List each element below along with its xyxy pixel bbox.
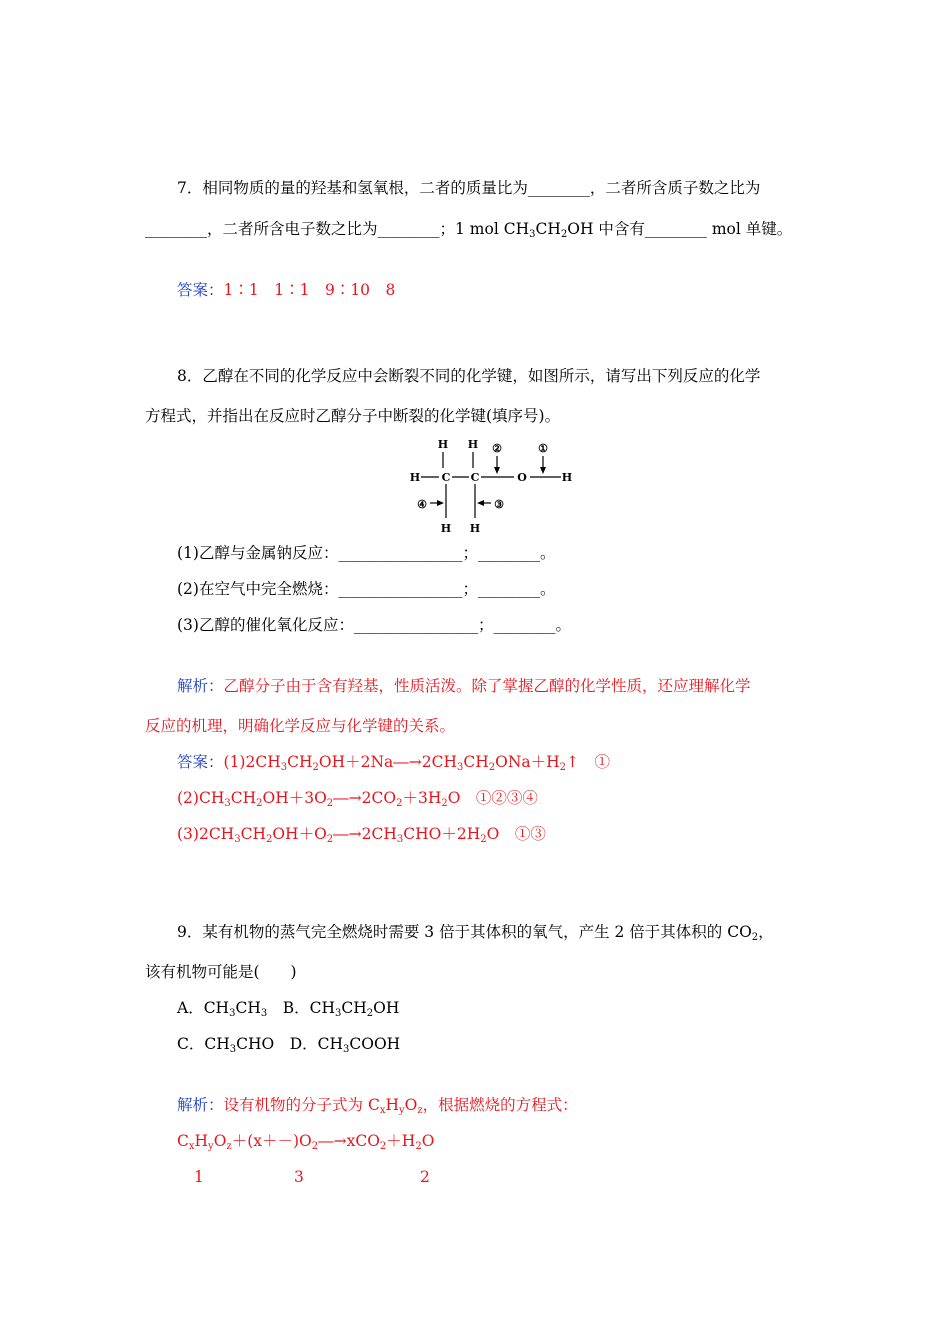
q7-line2-part: CH [535, 220, 561, 238]
eq-sub: x [188, 1141, 195, 1152]
q7-line1-text: 7．相同物质的量的羟基和氢氧根，二者的质量比为________，二者所含质子数之比为 [177, 179, 761, 197]
atom-h-top-left: H [437, 438, 449, 451]
bond-label-2: ② [492, 442, 502, 455]
eq-sub: 2 [559, 762, 567, 773]
q8-analysis-label: 解析： [177, 677, 224, 695]
q8-answer-2 [177, 788, 538, 808]
eq-sub: 3 [224, 798, 231, 809]
opt-sub: 3 [229, 1044, 237, 1055]
eq-sub: 2 [311, 1141, 319, 1152]
arrowhead-4 [437, 500, 444, 506]
q8-answer-1 [177, 752, 610, 772]
opt-part: CHO D．CH [236, 1035, 344, 1053]
q9-line2 [145, 962, 297, 982]
q8-analysis-line1 [177, 676, 751, 696]
opt-part: CH [341, 999, 367, 1017]
arrowhead-2 [494, 467, 500, 474]
q9-analysis [177, 1095, 578, 1115]
eq-part: H [194, 1132, 209, 1150]
opt-part: C．CH [177, 1035, 230, 1053]
q8-answer-label: 答案： [177, 753, 224, 771]
eq-part: CH [230, 789, 257, 807]
q9-option-cd [177, 1034, 400, 1054]
q9-line2-text: 该有机物可能是( ) [145, 963, 297, 981]
eq-sub: 2 [256, 798, 263, 809]
bond-label-3: ③ [494, 498, 504, 511]
q8-line1-text: 8．乙醇在不同的化学反应中会断裂不同的化学键，如图所示，请写出下列反应的化学 [177, 367, 761, 385]
q9-ratio-3 [420, 1167, 430, 1187]
eq-part: O [421, 1132, 435, 1150]
q7-answer [177, 280, 395, 300]
q9-analysis-part: 设有机物的分子式为 C [223, 1096, 380, 1114]
atom-h-bottom-right: H [469, 522, 481, 535]
q8-answer-3 [177, 824, 546, 844]
opt-sub: 3 [229, 1008, 236, 1019]
q7-line2 [145, 219, 792, 239]
atom-c2: C [470, 471, 480, 484]
eq-sub: 2 [415, 1141, 422, 1152]
q8-sub3-text: (3)乙醇的催化氧化反应：________________；________。 [177, 616, 571, 634]
atom-h-right: H [561, 471, 573, 484]
q9-ratio-2 [294, 1167, 304, 1187]
q8-sub3 [177, 615, 571, 635]
q9-sub: x [379, 1105, 386, 1116]
atom-h-left: H [409, 471, 421, 484]
eq-part: C [177, 1132, 189, 1150]
eq-part: ―→2CO [333, 789, 397, 807]
q9-option-ab [177, 998, 399, 1018]
eq-part: CH [287, 753, 313, 771]
q7-answer-label: 答案： [177, 281, 224, 299]
ratio-value: 3 [294, 1168, 304, 1186]
q8-sub2 [177, 579, 555, 599]
eq-part: O ①③ [486, 825, 546, 843]
eq-sub: 2 [312, 762, 319, 773]
eq-part: OH＋3O [262, 789, 327, 807]
atom-c1: C [441, 471, 451, 484]
eq-sub: z [226, 1141, 232, 1152]
eq-part: CH [463, 753, 489, 771]
q9-line1-part: 9．某有机物的蒸气完全燃烧时需要 3 倍于其体积的氧气，产生 2 倍于其体积的 CO [177, 923, 752, 941]
opt-sub: 3 [260, 1008, 268, 1019]
eq-sub: 3 [234, 834, 241, 845]
q9-analysis-part: O [404, 1096, 418, 1114]
q7-subscript: 2 [560, 229, 568, 240]
eq-part: ＋(x＋－)O [231, 1132, 312, 1150]
eq-part: (2)CH [177, 789, 225, 807]
q9-analysis-label: 解析： [177, 1096, 224, 1114]
q8-sub1-text: (1)乙醇与金属钠反应：________________；________。 [177, 544, 556, 562]
opt-part: COOH [349, 1035, 401, 1053]
eq-sub: 2 [396, 798, 403, 809]
eq-part: OH＋O [272, 825, 327, 843]
opt-part: A．CH [177, 999, 230, 1017]
eq-part: OH＋2Na―→2CH [318, 753, 457, 771]
eq-part: (3)2CH [177, 825, 235, 843]
q8-line2-text: 方程式，并指出在反应时乙醇分子中断裂的化学键(填序号)。 [145, 407, 561, 425]
q7-answer-text: 1∶1 1∶1 9∶10 8 [223, 281, 396, 299]
q8-sub1 [177, 543, 555, 563]
q9-line1 [177, 922, 774, 942]
eq-part: ―→2CH [333, 825, 397, 843]
eq-sub: 2 [326, 798, 334, 809]
arrowhead-1 [540, 467, 546, 474]
eq-part: ＋3H [402, 789, 442, 807]
q9-sub: z [417, 1105, 423, 1116]
q9-analysis-part: H [385, 1096, 399, 1114]
eq-sub: 2 [480, 834, 487, 845]
q9-ratio-1 [194, 1167, 204, 1187]
q9-line1-part: ， [758, 923, 774, 941]
bond-label-1: ① [538, 442, 548, 455]
eq-part: CHO＋2H [403, 825, 481, 843]
q8-line1 [177, 366, 760, 386]
eq-sub: 3 [456, 762, 464, 773]
q7-line1 [177, 178, 760, 198]
atom-o: O [517, 471, 527, 484]
eq-part: ＋H [386, 1132, 416, 1150]
opt-sub: 3 [343, 1044, 350, 1055]
eq-sub: y [208, 1141, 214, 1152]
q8-analysis-text: 反应的机理，明确化学反应与化学键的关系。 [145, 717, 456, 735]
atom-h-top-right: H [467, 438, 479, 451]
q7-line2-part: OH 中含有________ mol 单键。 [567, 220, 793, 238]
q9-sub: y [398, 1105, 405, 1116]
eq-sub: 2 [488, 762, 496, 773]
ethanol-structure-diagram [405, 432, 585, 540]
eq-part: ONa＋H [495, 753, 560, 771]
eq-part: CH [240, 825, 266, 843]
eq-part: ―→xCO [318, 1132, 380, 1150]
eq-part: O ①②③④ [447, 789, 538, 807]
q9-subscript: 2 [751, 932, 759, 943]
q7-subscript: 3 [529, 229, 536, 240]
opt-part: CH [235, 999, 261, 1017]
atom-h-bottom-left: H [440, 522, 452, 535]
ratio-value: 1 [194, 1168, 204, 1186]
eq-sub: 2 [326, 834, 334, 845]
arrowhead-3 [477, 500, 484, 506]
eq-sub: 3 [396, 834, 404, 845]
eq-sub: 2 [379, 1141, 387, 1152]
q9-analysis-part: ，根据燃烧的方程式： [422, 1096, 578, 1114]
eq-sub: 2 [265, 834, 273, 845]
opt-sub: 2 [366, 1008, 374, 1019]
eq-sub: 3 [280, 762, 288, 773]
q8-sub2-text: (2)在空气中完全燃烧：________________；________。 [177, 580, 556, 598]
q8-analysis-line2 [145, 716, 455, 736]
eq-sub: 2 [441, 798, 448, 809]
bond-label-4: ④ [417, 498, 427, 511]
opt-sub: 3 [335, 1008, 342, 1019]
q7-line2-part: ________，二者所含电子数之比为________；1 mol CH [145, 220, 530, 238]
q9-equation [177, 1131, 434, 1151]
q8-line2 [145, 406, 560, 426]
q8-analysis-text: 乙醇分子由于含有羟基，性质活泼。除了掌握乙醇的化学性质，还应理解化学 [223, 677, 751, 695]
opt-part: B．CH [267, 999, 335, 1017]
eq-part: O [213, 1132, 227, 1150]
ratio-value: 2 [420, 1168, 430, 1186]
opt-part: OH [373, 999, 400, 1017]
eq-part: (1)2CH [223, 753, 281, 771]
eq-part: ↑ ① [566, 753, 611, 771]
